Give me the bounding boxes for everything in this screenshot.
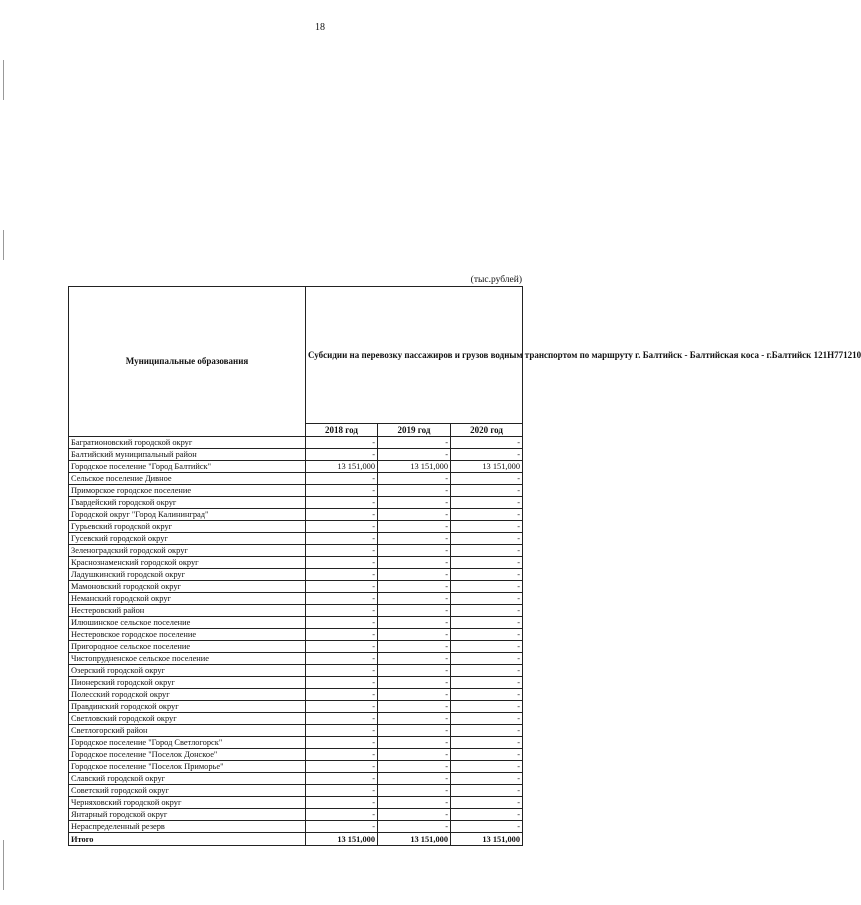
value-cell: -: [306, 473, 378, 485]
municipality-name: Городское поселение "Город Светлогорск": [69, 737, 306, 749]
table-row: [69, 605, 523, 617]
municipality-name: Пригородное сельское поселение: [69, 641, 306, 653]
table-row: [69, 581, 523, 593]
table-row: [69, 689, 523, 701]
municipality-name: Чистопрудненское сельское поселение: [69, 653, 306, 665]
value-cell: -: [378, 617, 451, 629]
table-row: [69, 701, 523, 713]
table-row: [69, 473, 523, 485]
municipality-name: Славский городской округ: [69, 773, 306, 785]
value-cell: -: [451, 821, 523, 833]
table-row: [69, 809, 523, 821]
municipality-name: Черняховский городской округ: [69, 797, 306, 809]
value-cell: -: [306, 761, 378, 773]
value-cell: -: [306, 509, 378, 521]
value-cell: 13 151,000: [451, 833, 523, 846]
value-cell: -: [378, 737, 451, 749]
value-cell: -: [306, 665, 378, 677]
municipality-name: Правдинский городской округ: [69, 701, 306, 713]
units-note: (тыс.рублей): [470, 275, 522, 285]
municipality-name: Полесский городской округ: [69, 689, 306, 701]
value-cell: -: [306, 725, 378, 737]
municipality-name: Озерский городской округ: [69, 665, 306, 677]
value-cell: -: [306, 653, 378, 665]
value-cell: -: [378, 437, 451, 449]
value-cell: -: [378, 569, 451, 581]
value-cell: -: [378, 521, 451, 533]
value-cell: -: [306, 785, 378, 797]
municipality-name: Городское поселение "Поселок Приморье": [69, 761, 306, 773]
value-cell: -: [378, 785, 451, 797]
table-row: [69, 509, 523, 521]
value-cell: -: [378, 689, 451, 701]
table-body: [69, 437, 523, 846]
value-cell: -: [451, 809, 523, 821]
table-row: [69, 593, 523, 605]
value-cell: -: [451, 605, 523, 617]
table-row: [69, 437, 523, 449]
municipality-name: Ладушкинский городской округ: [69, 569, 306, 581]
table-row: [69, 521, 523, 533]
municipality-name: Янтарный городской округ: [69, 809, 306, 821]
table-row: [69, 677, 523, 689]
table-row: [69, 653, 523, 665]
table-row: [69, 785, 523, 797]
table-row: [69, 485, 523, 497]
value-cell: -: [451, 485, 523, 497]
municipality-name: Сельское поселение Дивное: [69, 473, 306, 485]
scan-edge-mark: [3, 840, 4, 890]
value-cell: -: [378, 485, 451, 497]
municipality-name: Гурьевский городской округ: [69, 521, 306, 533]
value-cell: -: [306, 701, 378, 713]
value-cell: -: [378, 449, 451, 461]
value-cell: -: [378, 713, 451, 725]
header-year-2018: 2018 год: [306, 424, 378, 437]
table-row: [69, 725, 523, 737]
value-cell: -: [378, 809, 451, 821]
value-cell: -: [378, 629, 451, 641]
header-year-2019: 2019 год: [378, 424, 451, 437]
municipality-name: Зеленоградский городской округ: [69, 545, 306, 557]
municipality-name: Багратионовский городской округ: [69, 437, 306, 449]
value-cell: -: [378, 773, 451, 785]
value-cell: -: [451, 665, 523, 677]
municipality-name: Неманский городской округ: [69, 593, 306, 605]
value-cell: -: [378, 509, 451, 521]
value-cell: -: [306, 521, 378, 533]
value-cell: -: [451, 593, 523, 605]
value-cell: -: [306, 641, 378, 653]
value-cell: -: [378, 641, 451, 653]
municipality-name: Гусевский городской округ: [69, 533, 306, 545]
value-cell: -: [378, 677, 451, 689]
subsidy-table: [68, 286, 861, 846]
value-cell: 13 151,000: [306, 461, 378, 473]
value-cell: -: [306, 449, 378, 461]
value-cell: 13 151,000: [451, 461, 523, 473]
value-cell: -: [378, 701, 451, 713]
value-cell: -: [378, 797, 451, 809]
value-cell: -: [451, 749, 523, 761]
municipality-name: Краснознаменский городской округ: [69, 557, 306, 569]
municipality-name: Городское поселение "Город Балтийск": [69, 461, 306, 473]
value-cell: -: [451, 533, 523, 545]
value-cell: -: [378, 761, 451, 773]
header-municipality: Муниципальные образования: [69, 287, 306, 437]
table-row: [69, 545, 523, 557]
value-cell: -: [451, 545, 523, 557]
value-cell: -: [378, 473, 451, 485]
value-cell: -: [378, 545, 451, 557]
value-cell: -: [306, 629, 378, 641]
value-cell: -: [378, 653, 451, 665]
page-number: 18: [315, 22, 325, 33]
value-cell: -: [306, 545, 378, 557]
value-cell: -: [451, 617, 523, 629]
table-row: [69, 797, 523, 809]
value-cell: -: [306, 809, 378, 821]
value-cell: -: [451, 473, 523, 485]
header-year-2020: 2020 год: [451, 424, 523, 437]
municipality-name: Пионерский городской округ: [69, 677, 306, 689]
value-cell: -: [378, 581, 451, 593]
value-cell: 13 151,000: [378, 461, 451, 473]
municipality-name: Гвардейский городской округ: [69, 497, 306, 509]
table-row: [69, 773, 523, 785]
value-cell: -: [306, 617, 378, 629]
value-cell: -: [451, 437, 523, 449]
value-cell: -: [306, 497, 378, 509]
value-cell: -: [306, 593, 378, 605]
value-cell: -: [306, 821, 378, 833]
municipality-name: Светлогорский район: [69, 725, 306, 737]
value-cell: -: [306, 581, 378, 593]
value-cell: -: [451, 797, 523, 809]
value-cell: -: [451, 761, 523, 773]
table-row: [69, 761, 523, 773]
table-row: [69, 737, 523, 749]
table-row: [69, 629, 523, 641]
value-cell: -: [306, 797, 378, 809]
value-cell: -: [451, 677, 523, 689]
municipality-name: Нераспределенный резерв: [69, 821, 306, 833]
table-row: [69, 533, 523, 545]
municipality-name: Мамоновский городской округ: [69, 581, 306, 593]
value-cell: -: [306, 605, 378, 617]
value-cell: 13 151,000: [378, 833, 451, 846]
value-cell: -: [378, 605, 451, 617]
municipality-name: Илюшинское сельское поселение: [69, 617, 306, 629]
value-cell: -: [451, 653, 523, 665]
municipality-name: Городское поселение "Поселок Донское": [69, 749, 306, 761]
value-cell: -: [451, 521, 523, 533]
value-cell: -: [451, 569, 523, 581]
value-cell: -: [451, 689, 523, 701]
value-cell: -: [306, 713, 378, 725]
table-total-row: [69, 833, 523, 846]
table-row: [69, 449, 523, 461]
value-cell: -: [306, 437, 378, 449]
table-row: [69, 713, 523, 725]
value-cell: -: [378, 665, 451, 677]
municipality-name: Советский городской округ: [69, 785, 306, 797]
table-row: [69, 821, 523, 833]
value-cell: -: [451, 713, 523, 725]
header-subsidy: Субсидии на перевозку пассажиров и грузов водным транспортом по маршруту г. Балтийск - Балтийская коса - г.Балтийск 121Н771210: [306, 287, 523, 424]
municipality-name: Итого: [69, 833, 306, 846]
scan-edge-mark: [3, 230, 4, 260]
value-cell: -: [306, 533, 378, 545]
value-cell: -: [306, 749, 378, 761]
municipality-name: Балтийский муниципальный район: [69, 449, 306, 461]
value-cell: -: [378, 749, 451, 761]
municipality-name: Приморское городское поселение: [69, 485, 306, 497]
value-cell: -: [306, 689, 378, 701]
table-row: [69, 461, 523, 473]
value-cell: -: [378, 821, 451, 833]
municipality-name: Светловский городской округ: [69, 713, 306, 725]
value-cell: -: [451, 581, 523, 593]
table-row: [69, 497, 523, 509]
value-cell: -: [451, 737, 523, 749]
value-cell: -: [451, 773, 523, 785]
value-cell: -: [451, 557, 523, 569]
value-cell: -: [378, 593, 451, 605]
value-cell: -: [306, 485, 378, 497]
value-cell: -: [378, 725, 451, 737]
value-cell: -: [451, 497, 523, 509]
municipality-name: Нестеровское городское поселение: [69, 629, 306, 641]
value-cell: -: [451, 725, 523, 737]
value-cell: -: [306, 773, 378, 785]
value-cell: -: [306, 557, 378, 569]
table-row: [69, 641, 523, 653]
value-cell: 13 151,000: [306, 833, 378, 846]
value-cell: -: [451, 641, 523, 653]
municipality-name: Нестеровский район: [69, 605, 306, 617]
value-cell: -: [451, 509, 523, 521]
table-row: [69, 557, 523, 569]
value-cell: -: [306, 737, 378, 749]
municipality-name: Городской округ "Город Калининград": [69, 509, 306, 521]
table-row: [69, 665, 523, 677]
value-cell: -: [306, 677, 378, 689]
value-cell: -: [378, 557, 451, 569]
value-cell: -: [451, 449, 523, 461]
table-row: [69, 569, 523, 581]
table-row: [69, 749, 523, 761]
value-cell: -: [451, 701, 523, 713]
value-cell: -: [451, 785, 523, 797]
value-cell: -: [378, 497, 451, 509]
value-cell: -: [378, 533, 451, 545]
value-cell: -: [306, 569, 378, 581]
table-row: [69, 617, 523, 629]
value-cell: -: [451, 629, 523, 641]
scan-edge-mark: [3, 60, 4, 100]
